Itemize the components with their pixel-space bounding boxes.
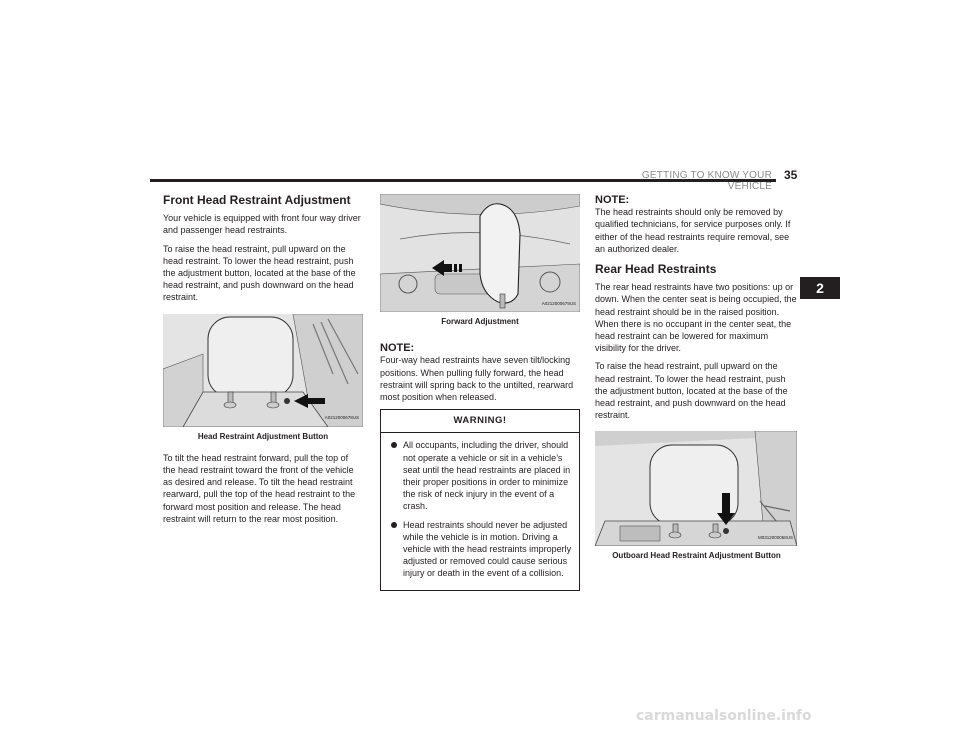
chapter-tab[interactable]: 2 bbox=[800, 277, 840, 299]
head-restraint-illustration bbox=[163, 314, 363, 427]
warning-title: WARNING! bbox=[381, 410, 579, 433]
figure-caption: Head Restraint Adjustment Button bbox=[197, 431, 329, 441]
page-number: 35 bbox=[784, 168, 798, 182]
warning-box bbox=[380, 409, 580, 590]
note-label: NOTE: bbox=[595, 194, 630, 206]
figure-code: M0312000058US bbox=[757, 535, 793, 541]
watermark: carmanualsonline.info bbox=[636, 708, 812, 724]
column-left bbox=[163, 194, 363, 531]
column-right bbox=[595, 194, 798, 570]
section-title: GETTING TO KNOW YOUR VEHICLE bbox=[641, 170, 772, 192]
note-text: The head restraints should only be removed by qualified technicians, for service purposes only. If either of the head restraints require removal, see an authorized dealer. bbox=[595, 207, 791, 254]
paragraph: Your vehicle is equipped with front four way driver and passenger head restraints. bbox=[163, 213, 361, 236]
column-middle bbox=[380, 194, 580, 591]
paragraph: To raise the head restraint, pull upward on the head restraint. To lower the head restraint, push the adjustment button, located at the base of the head restraint, and push downward on the head restraint. bbox=[163, 243, 356, 303]
paragraph: To raise the head restraint, pull upward on the head restraint. To lower the head restraint, push the adjustment button, located at the base of the head restraint, and push downward on the head restraint. bbox=[595, 361, 788, 421]
figure-caption: Forward Adjustment bbox=[441, 317, 519, 326]
note-text: Four-way head restraints have seven tilt/locking positions. When pulling fully forward, the head restraint will spring back to the untilted, rearward most position when released. bbox=[380, 355, 574, 403]
paragraph: To tilt the head restraint forward, pull the top of the head restraint toward the front of the vehicle as desired and release. To tilt the head restraint rearward, pull the top of the head restraint to the forward most position and release. The head restraint will return to the rear most position. bbox=[163, 452, 356, 524]
warning-item: All occupants, including the driver, should not operate a vehicle or sit in a vehicle’s seat until the head restraints are placed in their proper positions in order to minimize the risk of neck injury in the event of a crash. bbox=[389, 439, 573, 512]
figure-code: A0212000678US bbox=[324, 415, 359, 421]
outboard-head-restraint-illustration bbox=[595, 431, 797, 546]
warning-item: Head restraints should never be adjusted while the vehicle is in motion. Driving a vehicle with the head restraints improperly adjusted or removed could cause serious injury or death in the event of a collision. bbox=[389, 519, 573, 580]
figure-caption: Outboard Head Restraint Adjustment Button bbox=[612, 551, 781, 561]
front-head-restraint-heading: Front Head Restraint Adjustment bbox=[163, 193, 351, 207]
figure-head-restraint-button bbox=[163, 314, 363, 443]
forward-adjustment-illustration bbox=[380, 194, 580, 312]
figure-code: A0212000679US bbox=[541, 300, 576, 306]
rear-head-restraints-heading: Rear Head Restraints bbox=[595, 262, 717, 277]
figure-outboard-head-restraint bbox=[595, 431, 798, 562]
warning-list bbox=[381, 433, 579, 589]
paragraph: The rear head restraints have two positions: up or down. When the center seat is being occupied, the head restraint should be in the raised position. When there is no occupant in the center seat, the head restraint can be lowered for maximum visibility for the driver. bbox=[595, 282, 797, 354]
note-label: NOTE: bbox=[380, 342, 415, 355]
figure-forward-adjustment bbox=[380, 194, 580, 328]
